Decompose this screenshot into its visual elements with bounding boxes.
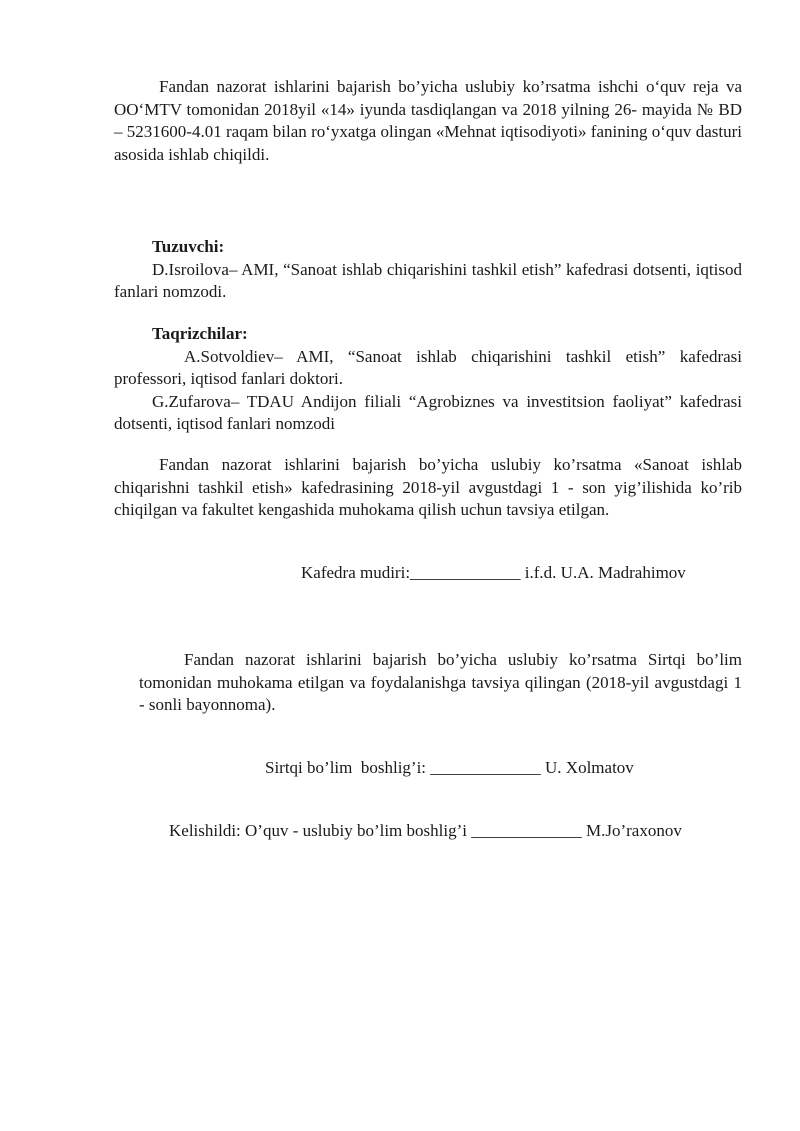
compiler-heading: Tuzuvchi: [152,237,225,256]
department-head-signature: Kafedra mudiri:_____________ i.f.d. U.A. Madrahimov [301,563,686,582]
department-approval-section [114,454,742,522]
correspondence-head-signature: Sirtqi bo’lim boshlig’i: _____________ U. Xolmatov [265,758,634,777]
reviewers-heading: Taqrizchilar: [152,324,248,343]
intro-section [114,76,742,166]
reviewer-item: A.Sotvoldiev– AMI, “Sanoat ishlab chiqarishini tashkil etish” kafedrasi professori, iqtisod fanlari doktori. [114,346,742,388]
compiler-section [114,236,742,304]
correspondence-approval-paragraph: Fandan nazorat ishlarini bajarish bo’yicha uslubiy ko’rsatma Sirtqi bo’lim tomonidan muhokama etilgan va foydalanishga tavsiya qilingan (2018-yil avgustdagi 1 - sonli bayonnoma). [139,650,742,714]
reviewer-item: G.Zufarova– TDAU Andijon filiali “Agrobiznes va investitsion faoliyat” kafedrasi dotsenti, iqtisod fanlari nomzodi [114,391,742,433]
correspondence-approval-section [139,649,742,717]
compiler-text: D.Isroilova– AMI, “Sanoat ishlab chiqarishini tashkil etish” kafedrasi dotsenti, iqtisod fanlari nomzodi. [114,259,742,301]
department-approval-paragraph: Fandan nazorat ishlarini bajarish bo’yicha uslubiy ko’rsatma «Sanoat ishlab chiqarishni tashkil etish» kafedrasining 2018-yil avgustdagi 1 - son yig’ilishida ko’rib chiqilgan va fakultet kengashida muhokama qilish uchun tavsiya etilgan. [114,455,742,519]
reviewers-section [114,323,742,436]
agreement-signature: Kelishildi: O’quv - uslubiy bo’lim boshlig’i _____________ M.Jo’raxonov [169,821,682,840]
intro-paragraph: Fandan nazorat ishlarini bajarish bo’yicha uslubiy ko’rsatma ishchi o‘quv reja va OO‘MTV tomonidan 2018yil «14» iyunda tasdiqlangan va 2018 yilning 26- mayida № BD – 5231600-4.01 raqam bilan ro‘yxatga olingan «Mehnat iqtisodiyoti» fanining o‘quv dasturi asosida ishlab chiqildi. [114,77,742,164]
